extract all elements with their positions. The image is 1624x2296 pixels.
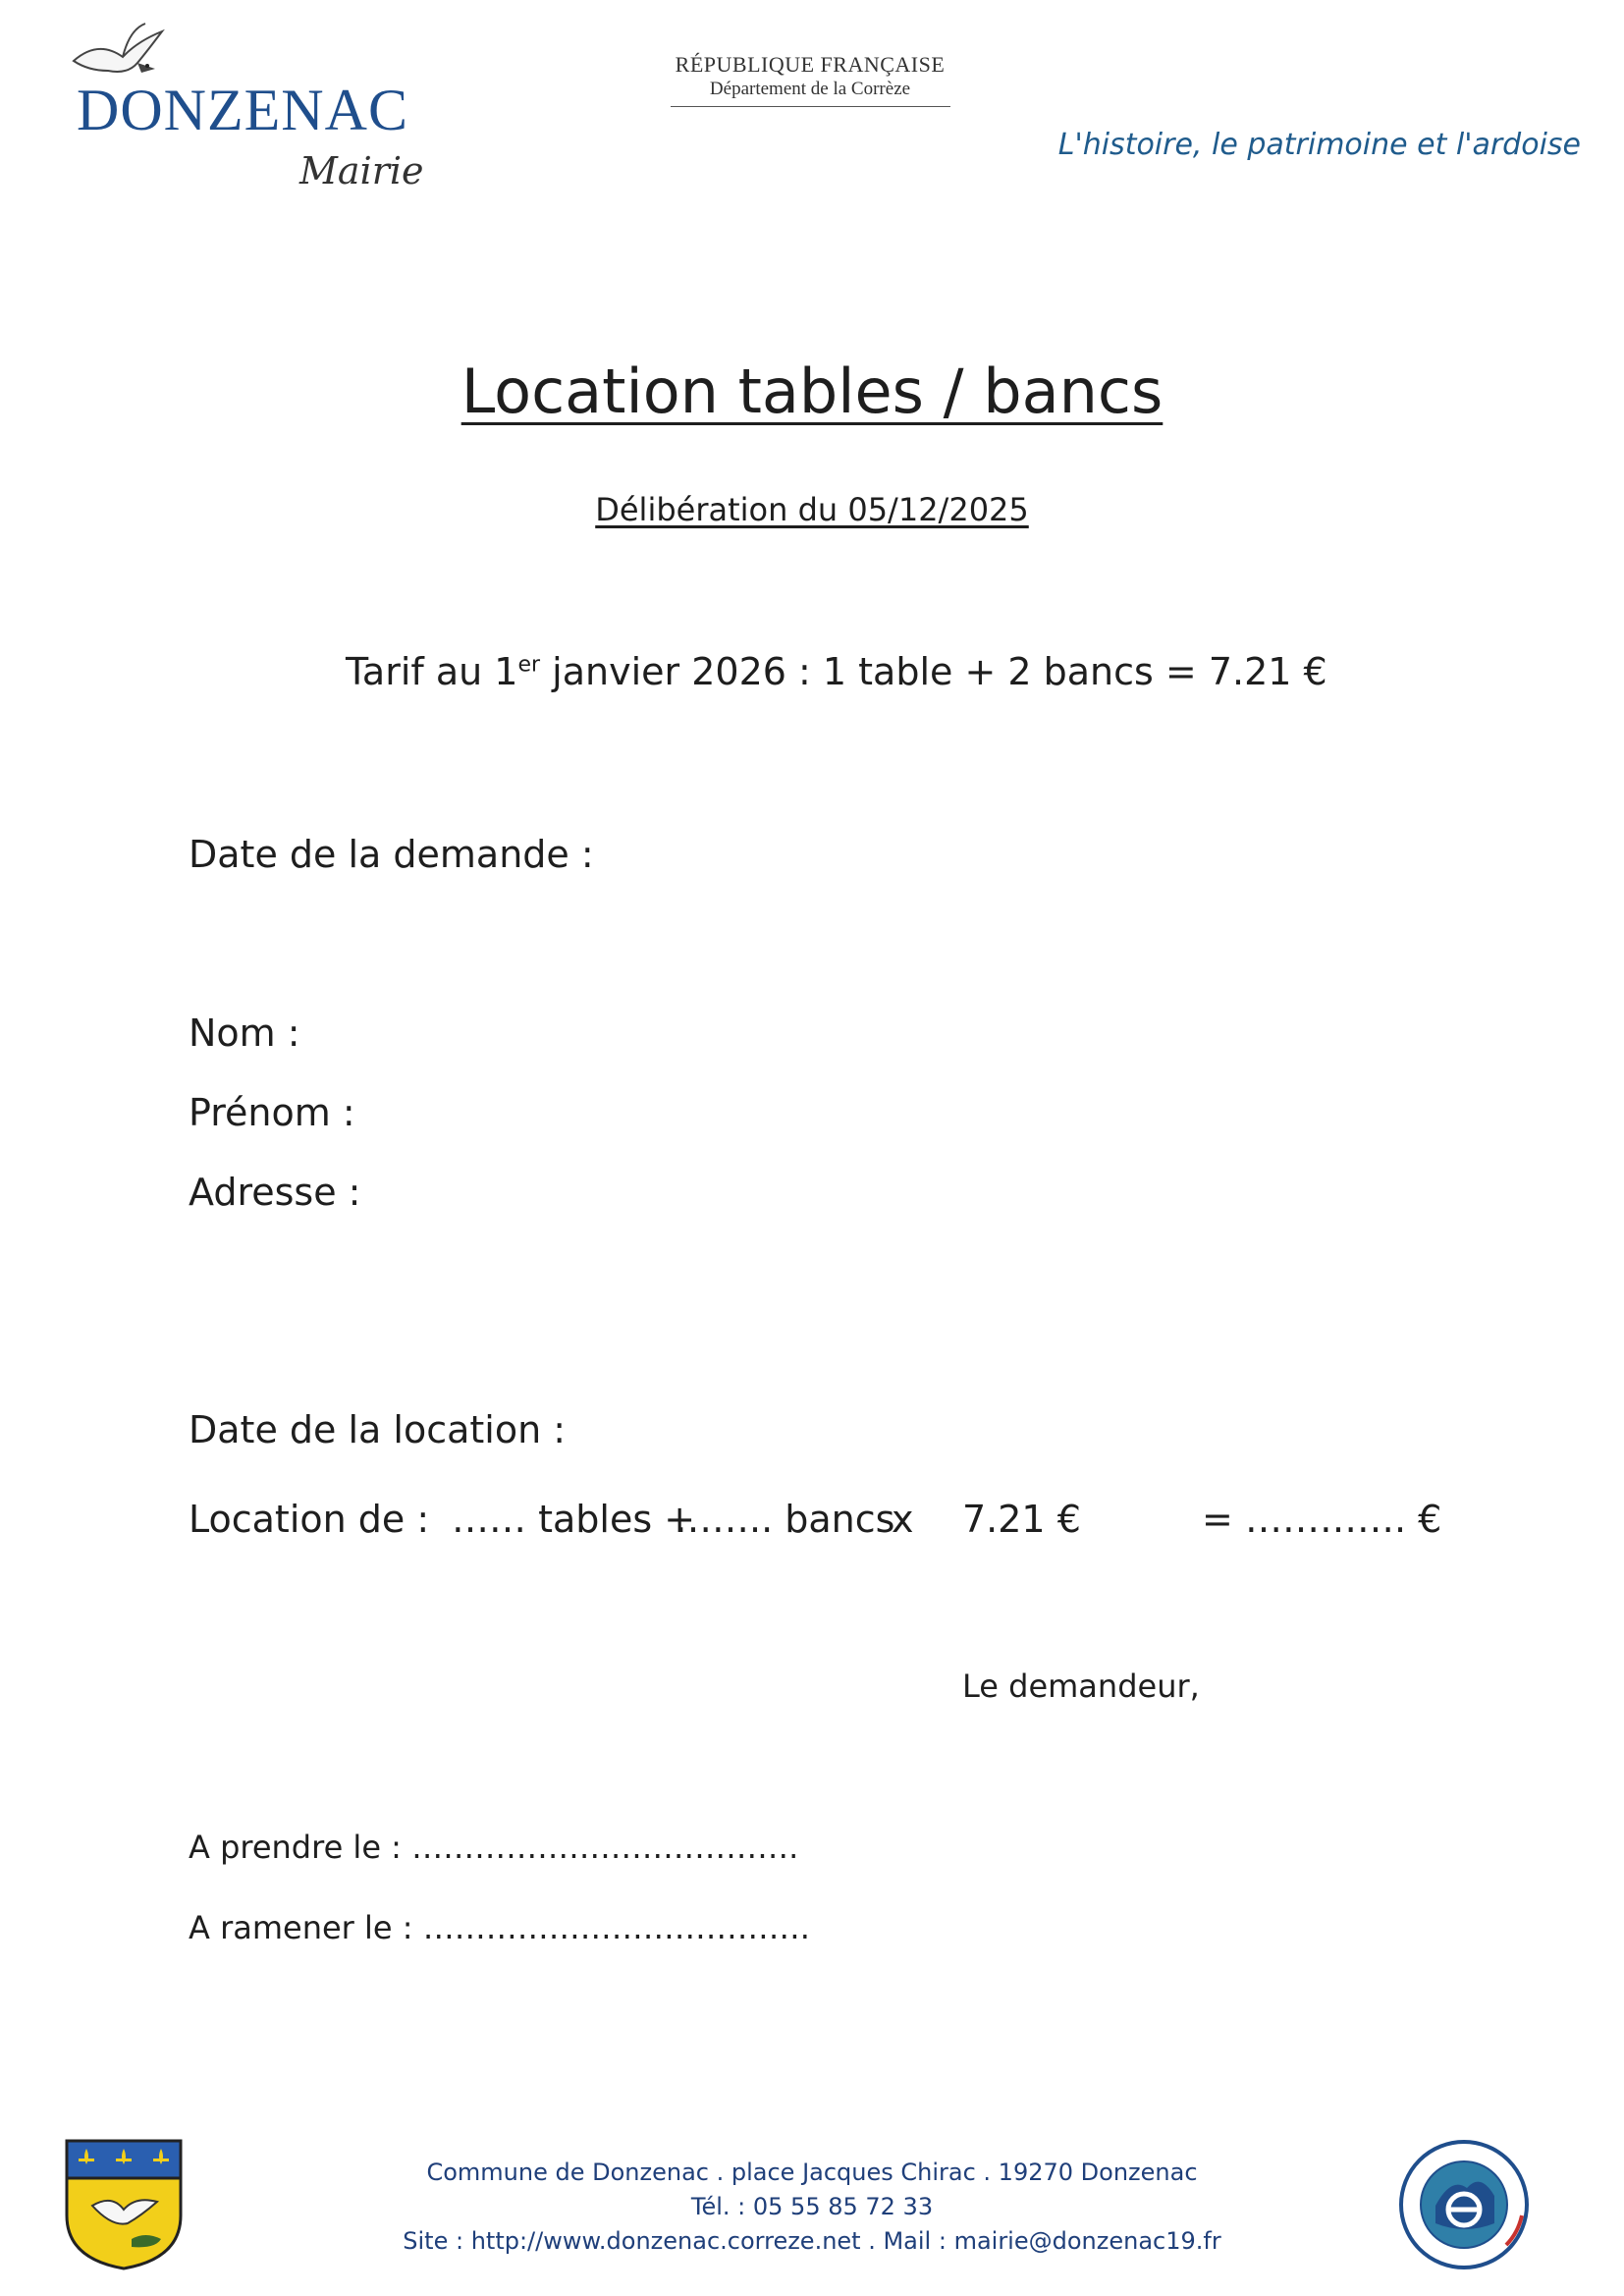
logo-mairie-script: Mairie bbox=[299, 149, 424, 192]
tarif-line bbox=[346, 650, 1327, 693]
nom-field[interactable]: Nom : bbox=[189, 1011, 300, 1055]
department-line: Département de la Corrèze bbox=[709, 79, 911, 99]
location-calculation bbox=[189, 1498, 1465, 1547]
calc-label: Location de : bbox=[189, 1498, 430, 1541]
pickup-date-field[interactable]: A prendre le : ………………………………. bbox=[189, 1829, 799, 1866]
prenom-field[interactable]: Prénom : bbox=[189, 1091, 355, 1134]
date-demande-field[interactable]: Date de la demande : bbox=[189, 833, 594, 876]
footer-web-mail: Site : http://www.donzenac.correze.net . Mail : mairie@donzenac19.fr bbox=[403, 2227, 1221, 2255]
adresse-field[interactable]: Adresse : bbox=[189, 1171, 361, 1214]
donzenac-logo bbox=[59, 20, 452, 206]
calc-total[interactable]: …………. € bbox=[1245, 1498, 1442, 1541]
footer-address: Commune de Donzenac . place Jacques Chirac . 19270 Donzenac bbox=[426, 2159, 1198, 2186]
page-title bbox=[0, 355, 1624, 427]
calc-times: x bbox=[892, 1498, 914, 1541]
slogan: L'histoire, le patrimoine et l'ardoise bbox=[1057, 128, 1581, 162]
return-date-field[interactable]: A ramener le : ………………………………. bbox=[189, 1909, 810, 1946]
calc-equals: = bbox=[1202, 1498, 1233, 1541]
signature-label: Le demandeur, bbox=[962, 1667, 1200, 1705]
deliberation-date bbox=[0, 491, 1624, 528]
footer-phone: Tél. : 05 55 85 72 33 bbox=[690, 2193, 934, 2220]
header-rule bbox=[671, 106, 950, 107]
federation-villages-etapes-logo bbox=[1396, 2137, 1532, 2272]
deliberation-text: Délibération du 05/12/2025 bbox=[595, 491, 1029, 528]
logo-wordmark: DONZENAC bbox=[77, 78, 408, 142]
calc-bancs[interactable]: …….. bancs bbox=[675, 1498, 895, 1541]
tarif-sup: er bbox=[517, 652, 541, 678]
date-location-field[interactable]: Date de la location : bbox=[189, 1408, 567, 1451]
footer-contact bbox=[0, 2156, 1624, 2259]
calc-price: 7.21 € bbox=[962, 1498, 1081, 1541]
tarif-prefix: Tarif au 1 bbox=[346, 650, 518, 693]
calc-tables[interactable]: …… tables + bbox=[452, 1498, 696, 1541]
republic-heading bbox=[668, 51, 952, 107]
page-title-text: Location tables / bancs bbox=[460, 355, 1164, 427]
republic-line: RÉPUBLIQUE FRANÇAISE bbox=[675, 52, 946, 77]
tarif-suffix: janvier 2026 : 1 table + 2 bancs = 7.21 € bbox=[540, 650, 1327, 693]
